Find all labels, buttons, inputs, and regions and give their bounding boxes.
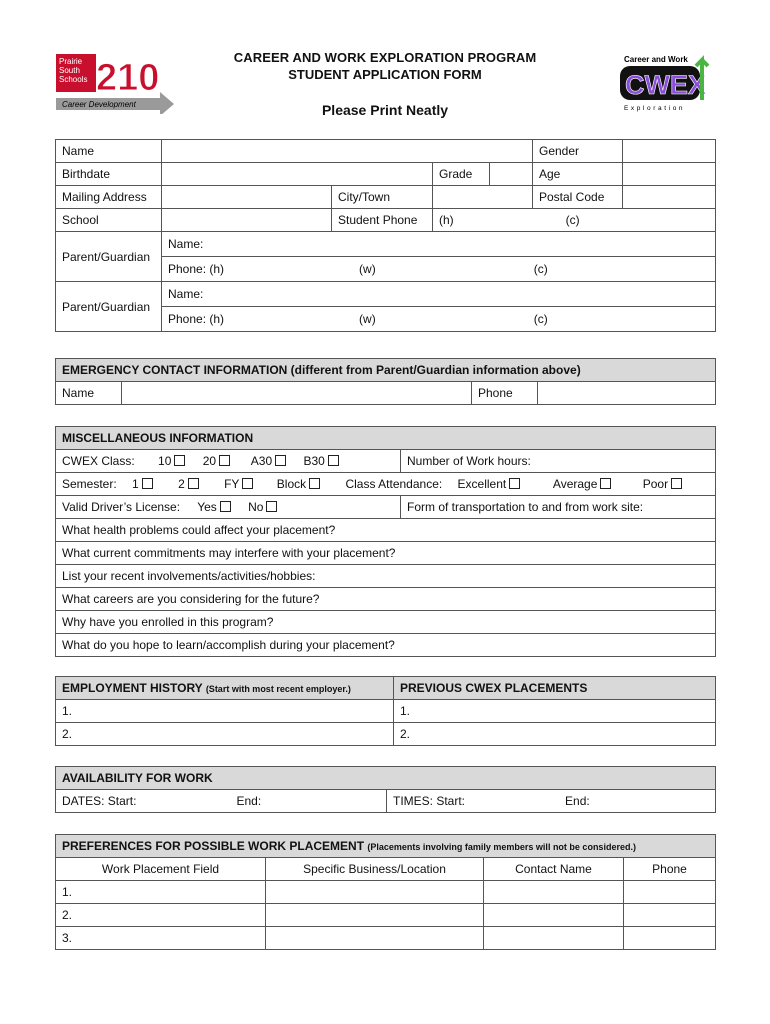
license-row: Valid Driver’s License: Yes No <box>56 496 401 519</box>
pref-row-1[interactable]: 1. <box>56 881 266 904</box>
form-header <box>190 50 580 118</box>
emergency-name-field[interactable] <box>122 382 472 405</box>
logo-tagline: Career Development <box>62 100 136 109</box>
emergency-name-label: Name <box>56 382 122 405</box>
employment-heading: EMPLOYMENT HISTORY (Start with most recent employer.) <box>56 677 394 700</box>
placement-row-2[interactable]: 2. <box>394 723 716 746</box>
birthdate-field[interactable] <box>162 163 433 186</box>
pref-row-2-business[interactable] <box>266 904 484 927</box>
col-business: Specific Business/Location <box>266 858 484 881</box>
employment-table <box>55 676 716 746</box>
parent-1-label: Parent/Guardian <box>56 232 162 282</box>
class-a30-checkbox[interactable] <box>275 455 286 466</box>
gender-label: Gender <box>533 140 623 163</box>
logo-number: 210 <box>96 57 160 99</box>
semester-2-checkbox[interactable] <box>188 478 199 489</box>
mailing-label: Mailing Address <box>56 186 162 209</box>
emergency-phone-field[interactable] <box>538 382 716 405</box>
logo-line-3: Schools <box>59 75 88 84</box>
postal-field[interactable] <box>623 186 716 209</box>
name-field[interactable] <box>162 140 533 163</box>
class-b30-checkbox[interactable] <box>328 455 339 466</box>
pref-row-3-business[interactable] <box>266 927 484 950</box>
semester-row: Semester: 1 2 FY Block Class Attendance: Excellent Average Poor <box>56 473 716 496</box>
pref-row-2[interactable]: 2. <box>56 904 266 927</box>
class-10-checkbox[interactable] <box>174 455 185 466</box>
page-title: CAREER AND WORK EXPLORATION PROGRAM <box>233 50 537 65</box>
pref-row-1-business[interactable] <box>266 881 484 904</box>
misc-table <box>55 426 716 657</box>
emergency-heading: EMERGENCY CONTACT INFORMATION (different from Parent/Guardian information above) <box>56 359 716 382</box>
logo-line-1: Prairie <box>59 57 83 66</box>
city-label: City/Town <box>332 186 433 209</box>
school-label: School <box>56 209 162 232</box>
student-phone-label: Student Phone <box>332 209 433 232</box>
pref-row-3[interactable]: 3. <box>56 927 266 950</box>
times-field[interactable]: TIMES: Start: End: <box>387 790 716 813</box>
cwex-main-text: CWEX <box>625 70 706 100</box>
student-phone-field[interactable] <box>433 209 716 232</box>
logo-line-2: South <box>59 66 80 75</box>
age-label: Age <box>533 163 623 186</box>
student-info-table <box>55 139 716 332</box>
class-20-checkbox[interactable] <box>219 455 230 466</box>
pref-row-1-contact[interactable] <box>484 881 624 904</box>
semester-fy-checkbox[interactable] <box>242 478 253 489</box>
birthdate-label: Birthdate <box>56 163 162 186</box>
attendance-poor-checkbox[interactable] <box>671 478 682 489</box>
misc-heading: MISCELLANEOUS INFORMATION <box>56 427 716 450</box>
parent-2-label: Parent/Guardian <box>56 282 162 332</box>
cwex-bottom-text: Exploration <box>624 105 686 112</box>
placement-row-1[interactable]: 1. <box>394 700 716 723</box>
previous-placements-heading: PREVIOUS CWEX PLACEMENTS <box>394 677 716 700</box>
pref-row-1-phone[interactable] <box>624 881 716 904</box>
preferences-heading: PREFERENCES FOR POSSIBLE WORK PLACEMENT (Placements involving family members will not be considered.) <box>56 835 716 858</box>
attendance-average-checkbox[interactable] <box>600 478 611 489</box>
license-yes-checkbox[interactable] <box>220 501 231 512</box>
pref-row-2-contact[interactable] <box>484 904 624 927</box>
parent-1-phone-field[interactable]: Phone: (h) (w) (c) <box>162 257 716 282</box>
transport-field[interactable]: Form of transportation to and from work site: <box>401 496 716 519</box>
col-field: Work Placement Field <box>56 858 266 881</box>
semester-1-checkbox[interactable] <box>142 478 153 489</box>
employment-row-2[interactable]: 2. <box>56 723 394 746</box>
availability-heading: AVAILABILITY FOR WORK <box>56 767 716 790</box>
page-subtitle: STUDENT APPLICATION FORM <box>288 67 482 82</box>
work-hours-field[interactable]: Number of Work hours: <box>401 450 716 473</box>
phone-c-label: (c) <box>565 213 580 227</box>
question-health[interactable]: What health problems could affect your placement? <box>56 519 716 542</box>
employment-row-1[interactable]: 1. <box>56 700 394 723</box>
availability-table <box>55 766 716 813</box>
age-field[interactable] <box>623 163 716 186</box>
cwex-top-text: Career and Work <box>624 55 688 64</box>
cwex-logo <box>616 48 714 112</box>
preferences-table <box>55 834 716 950</box>
pref-row-3-phone[interactable] <box>624 927 716 950</box>
phone-h-label: (h) <box>439 213 454 227</box>
postal-label: Postal Code <box>533 186 623 209</box>
parent-2-phone-field[interactable]: Phone: (h) (w) (c) <box>162 307 716 332</box>
question-commitments[interactable]: What current commitments may interfere with your placement? <box>56 542 716 565</box>
dates-field[interactable]: DATES: Start: End: <box>56 790 387 813</box>
question-involvements[interactable]: List your recent involvements/activities/hobbies: <box>56 565 716 588</box>
license-no-checkbox[interactable] <box>266 501 277 512</box>
question-enrolled[interactable]: Why have you enrolled in this program? <box>56 611 716 634</box>
grade-label: Grade <box>433 163 490 186</box>
city-field[interactable] <box>433 186 533 209</box>
emergency-table <box>55 358 716 405</box>
semester-block-checkbox[interactable] <box>309 478 320 489</box>
cwex-class-row: CWEX Class: 10 20 A30 B30 <box>56 450 401 473</box>
pref-row-2-phone[interactable] <box>624 904 716 927</box>
grade-field[interactable] <box>490 163 533 186</box>
gender-field[interactable] <box>623 140 716 163</box>
emergency-phone-label: Phone <box>472 382 538 405</box>
col-phone: Phone <box>624 858 716 881</box>
question-careers[interactable]: What careers are you considering for the future? <box>56 588 716 611</box>
parent-1-name-field[interactable]: Name: <box>162 232 716 257</box>
parent-2-name-field[interactable]: Name: <box>162 282 716 307</box>
prairie-south-logo <box>56 52 174 114</box>
attendance-excellent-checkbox[interactable] <box>509 478 520 489</box>
col-contact: Contact Name <box>484 858 624 881</box>
school-field[interactable] <box>162 209 332 232</box>
mailing-field[interactable] <box>162 186 332 209</box>
pref-row-3-contact[interactable] <box>484 927 624 950</box>
name-label: Name <box>56 140 162 163</box>
print-note: Please Print Neatly <box>321 102 449 118</box>
question-learn[interactable]: What do you hope to learn/accomplish during your placement? <box>56 634 716 657</box>
